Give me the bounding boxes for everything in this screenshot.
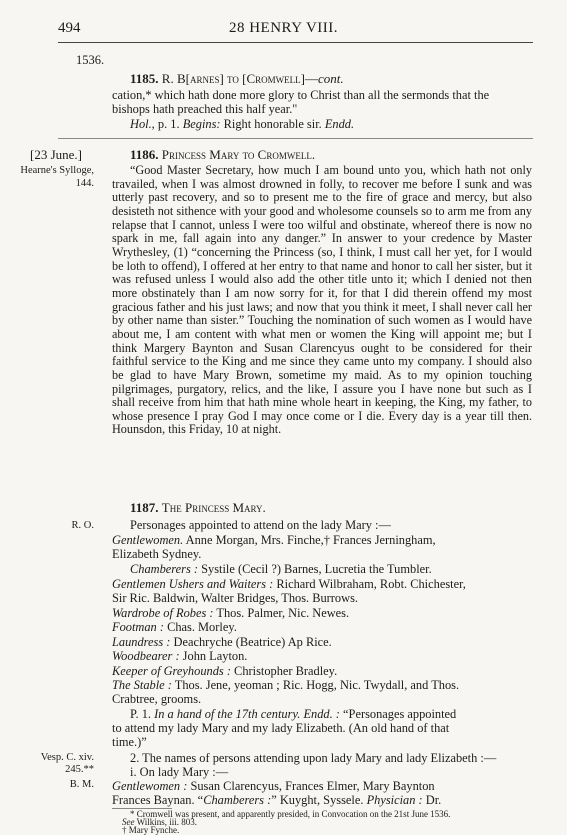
source-page: p. 1. — [154, 117, 183, 131]
gentlewomen-2-line-1 — [112, 779, 435, 794]
stable-label: The Stable : — [112, 678, 172, 692]
p1-line-2: to attend my lady Mary and my lady Elizabeth. (An old hand of that — [112, 721, 450, 735]
woodbearer-line — [112, 649, 247, 664]
gw2-physician-name: Dr. — [422, 793, 442, 807]
p1-italic: In a hand of the 17th century. Endd. : — [154, 707, 340, 721]
stable-line-2: Crabtree, grooms. — [112, 692, 202, 706]
laundress-line — [112, 635, 332, 650]
ushers-names-1: Richard Wilbraham, Robt. Chichester, — [273, 577, 466, 591]
gentlewomen-names-1: Anne Morgan, Mrs. Finche,† Frances Jerningham, — [183, 533, 436, 547]
item-2-line: 2. The names of persons attending upon lady Mary and lady Elizabeth :— — [130, 751, 497, 765]
stable-line-1 — [112, 678, 459, 693]
p1-line-3: time.)” — [112, 735, 147, 749]
margin-bm: B. M. — [69, 779, 94, 790]
entry-1185-title: R. B[arnes] to [Cromwell]— — [161, 71, 318, 86]
greyhounds-line — [112, 664, 337, 679]
entry-1186-heading — [130, 147, 315, 163]
entry-1187-margin-ro: R. O. — [71, 520, 94, 531]
entry-1187-intro: Personages appointed to attend on the lady Mary :— — [130, 518, 391, 532]
robes-line — [112, 606, 349, 621]
page-number: 494 — [58, 20, 81, 36]
entry-1186-date: [23 June.] — [30, 147, 82, 162]
gentlewomen-2-line-2 — [112, 793, 441, 808]
gentlewomen-line-2: Elizabeth Sydney. — [112, 547, 202, 561]
p1-quote: “Personages appointed — [339, 707, 457, 721]
entry-1185-cont: cont. — [317, 71, 344, 86]
chamberers-label: Chamberers : — [130, 562, 199, 576]
ushers-label: Gentlemen Ushers and Waiters : — [112, 577, 274, 591]
entry-1186-number: 1186. — [130, 147, 159, 162]
entry-1186-margin-note: Hearne's Sylloge, 144. — [20, 165, 94, 189]
footnote-2: † Mary Fynche. — [122, 825, 180, 835]
footnote-1: * Cromwell was present, and apparently presided, in Convocation on the 21st June 1536. — [130, 809, 451, 819]
footnote-see-ref: Wilkins, iii. 803. — [134, 817, 197, 827]
stable-names-1: Thos. Jene, yeoman ; Ric. Hogg, Nic. Twydall, and Thos. — [171, 678, 460, 692]
entry-1187-title: The Princess Mary. — [161, 500, 266, 515]
footman-name: Chas. Morley. — [163, 620, 237, 634]
laundress-name: Deachryche (Beatrice) Ap Rice. — [170, 635, 332, 649]
entry-1186-title: Princess Mary to Cromwell. — [161, 147, 316, 162]
robes-names: Thos. Palmer, Nic. Newes. — [213, 606, 350, 620]
entry-1187-number: 1187. — [130, 500, 159, 515]
gw2-names-a: Frances Baynan. “ — [112, 793, 204, 807]
begins-label: Begins: — [182, 117, 221, 131]
running-title: 28 HENRY VIII. — [228, 20, 339, 36]
gentlewomen-label: Gentlewomen. — [112, 533, 184, 547]
hol-label: Hol., — [130, 117, 155, 131]
header-rule — [58, 42, 533, 43]
woodbearer-label: Woodbearer : — [112, 649, 180, 663]
greyhounds-name: Christopher Bradley. — [230, 664, 338, 678]
woodbearer-name: John Layton. — [179, 649, 248, 663]
footnote-see-label: See — [122, 817, 135, 827]
chamberers-names: Systile (Cecil ?) Barnes, Lucretia the Tumbler. — [198, 562, 432, 576]
gw2-physician-label: Physician : — [366, 793, 423, 807]
entry-1185-line-2: bishops hath preached this half year." — [112, 102, 298, 116]
margin-vesp: Vesp. C. xiv. — [40, 752, 94, 763]
entry-1186-text: “Good Master Secretary, how much I am bound unto you, which hath not only travailed, when I was almost drowned in folly, to recover me before I sunk and was utterly past recovery, and so to present me to the fire of grace and mercy, but also desisteth not sithence with your good and wholesome counsels so to arm me from any relapse that I cannot, unless I were too wilful and obstinate, whereof there is now no spark in me, fall again into any danger.” In answer to your credence by Master Wrythesley, (1) “concerning the Princess (so, I think, I must call her yet, for I would be loth to offend), I offered at her entry to that name and honor to call her sister, but it was refused unless I would also add the other title unto it; which I denied not then more obstinately than I am now sorry for it, for that I did therein offend my most gracious father and his just laws; and now that you think it meet, I shall never call her by other name than sister.” Touching the nomination of such women as I would have about me, I am content with what men or women the King will appoint me; but I think Margery Baynton and Susan Clarencyus ought to be considered for their faithful service to the King and me since they came unto my company. I should also be glad to have Mary Brown, sometime my maid. As to my opinion touching pilgrimages, purgatory, relics, and the like, I assure you I have none but such as I shall receive from him that hath mine whole heart in keeping, the King, my father, to whose presence I pray God I may once come or I die. Every day is a year till then. Hounsdon, this Friday, 10 at night. — [112, 163, 532, 437]
ushers-line-1 — [112, 577, 466, 592]
entry-1185-source — [130, 117, 354, 132]
year-label: 1536. — [76, 53, 105, 67]
entry-1185-number: 1185. — [130, 71, 159, 86]
laundress-label: Laundress : — [112, 635, 171, 649]
footman-line — [112, 620, 237, 635]
p1-label: P. 1. — [130, 707, 155, 721]
greyhounds-label: Keeper of Greyhounds : — [112, 664, 231, 678]
endd-label: Endd. — [324, 117, 355, 131]
entry-1187-heading — [130, 500, 266, 516]
ushers-line-2: Sir Ric. Baldwin, Walter Bridges, Thos. Burrows. — [112, 591, 358, 605]
entry-1185-heading — [130, 71, 344, 87]
entry-1185-line-1: cation,* which hath done more glory to Christ than all the sermonds that the — [112, 88, 490, 102]
p1-line-1 — [130, 707, 456, 722]
margin-vesp-2: 245.** — [65, 764, 94, 775]
chamberers-line — [130, 562, 432, 577]
robes-label: Wardrobe of Robes : — [112, 606, 214, 620]
section-divider — [58, 138, 533, 139]
gentlewomen-2-names: Susan Clarencyus, Frances Elmer, Mary Baynton — [187, 779, 435, 793]
gentlewomen-line-1 — [112, 533, 436, 548]
gw2-chamberers-label: Chamberers : — [203, 793, 272, 807]
gw2-names-b: ” Kuyght, Syssele. — [271, 793, 367, 807]
gentlewomen-2-label: Gentlewomen : — [112, 779, 188, 793]
begins-text: Right honorable sir. — [220, 117, 325, 131]
footman-label: Footman : — [112, 620, 164, 634]
item-2-i-line: i. On lady Mary :— — [130, 765, 229, 779]
